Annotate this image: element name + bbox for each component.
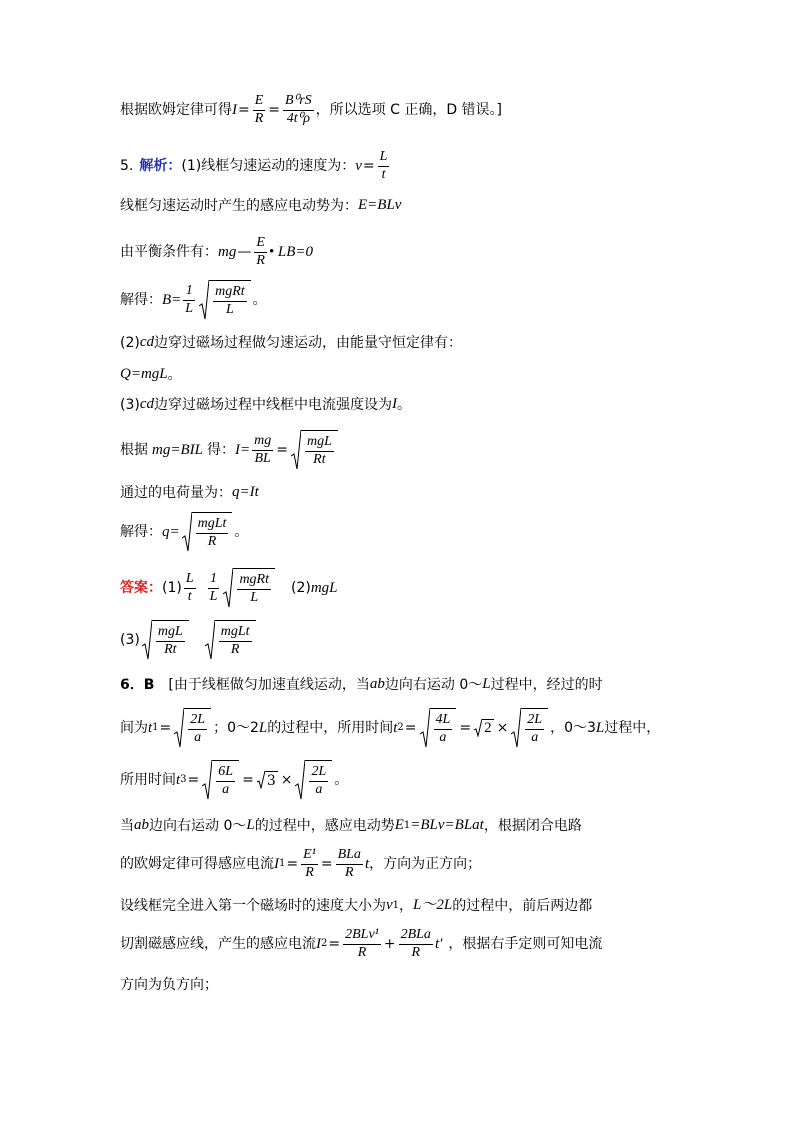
text: ；0～2 xyxy=(213,720,259,736)
formula: • LB=0 xyxy=(268,243,314,260)
line-time-t3: 所用时间 t 3 = $\frac{6L}{a}$ = 3 × $\frac{2L}{a}$ 。 xyxy=(120,760,348,800)
part-label: (1) xyxy=(162,580,182,596)
fraction-E-R xyxy=(253,94,266,126)
sqrt-sign xyxy=(199,280,209,320)
line-times-t1-t2 xyxy=(120,708,660,748)
fraction-E1-R xyxy=(301,848,318,880)
equals: = xyxy=(328,936,341,953)
text: 根据欧姆定律可得 xyxy=(120,102,232,119)
var-t: t xyxy=(148,719,153,736)
num: 2L xyxy=(311,763,327,779)
num: E¹ xyxy=(303,847,316,862)
sqrt-sign xyxy=(182,512,192,552)
den: R xyxy=(254,110,264,126)
var-q: q= xyxy=(162,523,180,540)
sqrt-sign xyxy=(174,708,184,748)
sqrt xyxy=(511,708,548,748)
radicand: 2 xyxy=(484,720,492,736)
sqrt-sign xyxy=(205,620,215,660)
text: 间为 xyxy=(120,720,148,736)
fraction-mgL-Rt xyxy=(156,625,185,657)
sqrt xyxy=(199,280,251,320)
sqrt xyxy=(202,760,239,800)
den: Rt xyxy=(164,641,177,657)
text: 的过程中，前后两边都 xyxy=(452,897,593,914)
num: 2BLa xyxy=(400,927,431,942)
text: 所用时间 xyxy=(120,772,176,788)
equals: = xyxy=(286,856,299,873)
part-label: (2) xyxy=(291,580,311,596)
radicand: 3 xyxy=(266,772,276,789)
text: 通过的电荷量为： xyxy=(120,484,232,501)
period: 。 xyxy=(234,524,249,540)
equals: = xyxy=(362,158,375,175)
den: t xyxy=(381,166,386,182)
sqrt-sign xyxy=(291,430,301,470)
sqrt-3 xyxy=(257,771,278,789)
text: 的过程中，感应电动势 xyxy=(254,817,395,834)
period: 。 xyxy=(334,772,349,788)
sqrt xyxy=(295,760,332,800)
fraction-L-t xyxy=(378,150,390,182)
text: 解得： xyxy=(120,292,162,308)
text: ，0～3 xyxy=(550,720,596,736)
sqrt-sign xyxy=(142,620,152,660)
line-solve-B xyxy=(120,280,267,320)
num: 4L xyxy=(435,711,451,727)
line-part3 xyxy=(120,397,411,412)
fraction-1-L xyxy=(208,572,220,604)
den: a xyxy=(194,729,202,745)
den: L xyxy=(225,301,234,317)
text: 由平衡条件有： xyxy=(120,244,218,261)
sqrt-sign xyxy=(257,771,265,789)
line-solve-q xyxy=(120,512,248,552)
sqrt-sign xyxy=(223,568,233,608)
num: mgRt xyxy=(239,571,269,587)
var-v: v xyxy=(386,897,393,913)
var-L: L xyxy=(482,676,491,692)
var-I: I xyxy=(316,935,321,952)
fraction-2BLv1-R xyxy=(343,928,381,960)
line-current xyxy=(120,430,340,470)
var-ab: ab xyxy=(134,817,149,833)
text: 过程中， xyxy=(604,720,661,736)
num: L xyxy=(185,570,194,586)
den: R xyxy=(256,252,265,268)
text: ，方向为正方向； xyxy=(369,856,482,873)
equals: = xyxy=(276,442,288,458)
var-mg: mg xyxy=(218,243,237,260)
equals: = xyxy=(320,856,333,873)
text: 边向右运动 0～ xyxy=(149,817,247,834)
subscript: 2 xyxy=(321,938,328,950)
den: R xyxy=(344,864,354,880)
den: a xyxy=(222,781,230,797)
text: 当 xyxy=(120,817,134,834)
fraction-mgRt-L xyxy=(237,573,271,605)
num: mgRt xyxy=(215,283,245,299)
text: [由于线框做匀加速直线运动，当 xyxy=(168,676,370,693)
line-ohm-law xyxy=(120,94,502,126)
line-current-I1 xyxy=(120,848,481,880)
sqrt-sign xyxy=(474,719,482,737)
var-t: t′ xyxy=(434,935,443,952)
line-emf xyxy=(120,198,401,213)
den: BL xyxy=(254,450,271,466)
text: 边穿过磁场过程做匀速运动，由能量守恒定律有： xyxy=(154,334,463,351)
question-number: 6．B xyxy=(120,676,155,693)
line-charge xyxy=(120,485,259,500)
num: E xyxy=(256,235,265,250)
text: 边穿过磁场过程中线框中电流强度设为 xyxy=(154,396,393,413)
den: 4t⁰ρ xyxy=(286,110,310,126)
sqrt-sign xyxy=(295,760,305,800)
num: mgL xyxy=(157,623,183,639)
den: R xyxy=(230,641,240,657)
text: 线框匀速运动时产生的感应电动势为： xyxy=(120,197,358,214)
den: L xyxy=(209,588,218,604)
formula: q=It xyxy=(232,484,259,500)
equals: = xyxy=(268,102,281,119)
answer-label: 答案： xyxy=(120,580,162,596)
fraction-mgL-Rt xyxy=(305,435,334,467)
period: 。 xyxy=(252,292,267,308)
fraction-4L-a xyxy=(434,713,453,745)
sqrt xyxy=(205,620,256,660)
num: BLa xyxy=(337,847,361,862)
var-t: t xyxy=(176,771,181,788)
num: 2L xyxy=(527,711,543,727)
text: 根据 xyxy=(120,442,148,458)
text: 得： xyxy=(206,442,235,458)
line-equilibrium xyxy=(120,236,313,268)
fraction-mg-BL xyxy=(252,434,273,466)
var-L: L xyxy=(595,719,605,736)
sqrt xyxy=(420,708,457,748)
question-number: 5. xyxy=(120,158,134,175)
line-emf-E1 xyxy=(120,818,582,833)
formula: L～2L xyxy=(413,897,453,913)
subscript: 3 xyxy=(180,774,187,785)
analysis-label: 解析： xyxy=(139,158,182,175)
var-I: I xyxy=(232,101,237,118)
sqrt-2 xyxy=(474,719,494,737)
fraction-BrS xyxy=(283,94,314,126)
den: a xyxy=(315,781,323,797)
text: 解得： xyxy=(120,524,162,540)
num: mgLt xyxy=(220,623,250,639)
formula: Q=mgL xyxy=(120,366,168,382)
sqrt xyxy=(174,708,211,748)
fraction-2L-a xyxy=(525,713,544,745)
equals: = xyxy=(404,720,417,736)
fraction-2BLa-R xyxy=(399,928,433,960)
equals: = xyxy=(459,720,472,736)
num: B⁰rS xyxy=(285,93,312,108)
var-ab: ab xyxy=(369,676,385,692)
text: 的欧姆定律可得感应电流 xyxy=(120,856,274,873)
sqrt xyxy=(291,430,338,470)
subscript: 2 xyxy=(397,722,404,733)
part-label: (3) xyxy=(120,632,140,648)
fraction-L-t xyxy=(184,572,196,604)
text: 设线框完全进入第一个磁场时的速度大小为 xyxy=(120,897,386,914)
num: mg xyxy=(254,432,272,448)
den: a xyxy=(439,729,447,745)
sqrt xyxy=(142,620,189,660)
var-L: L xyxy=(258,719,268,736)
fraction-mgLt-R xyxy=(196,517,229,549)
num: 1 xyxy=(185,282,193,298)
times: × xyxy=(280,772,293,788)
text: 方向为负方向； xyxy=(120,977,218,993)
line-5-velocity xyxy=(120,150,391,182)
var-I: I xyxy=(274,855,279,872)
subscript: 1 xyxy=(279,858,286,870)
text: ，根据右手定则可知电流 xyxy=(448,936,603,953)
fraction-mgLt-R xyxy=(219,625,252,657)
den: R xyxy=(305,864,314,880)
num: 1 xyxy=(210,570,218,586)
subscript: 1 xyxy=(392,899,400,911)
line-part2 xyxy=(120,335,462,350)
part-label: (2) xyxy=(120,334,140,351)
text: 切割磁感应线，产生的感应电流 xyxy=(120,936,316,953)
line-answer-3 xyxy=(120,620,258,660)
num: 2BLv¹ xyxy=(345,927,379,942)
text: 边向右运动 0～ xyxy=(384,676,483,693)
var-I: I= xyxy=(234,441,251,458)
den: t xyxy=(187,588,192,604)
den: R xyxy=(357,944,367,960)
equals: = xyxy=(238,102,250,119)
text: ，所以选项 C 正确，D 错误。] xyxy=(315,102,503,119)
var-cd: cd xyxy=(139,396,155,412)
formula: =BLv=BLat xyxy=(410,817,484,833)
var-B: B= xyxy=(162,291,182,308)
subscript: 1 xyxy=(403,819,411,831)
text: ，根据闭合电路 xyxy=(483,817,582,834)
subscript: 1 xyxy=(152,722,159,733)
part-label: (3) xyxy=(120,396,140,413)
var-I: I xyxy=(392,396,398,412)
period: 。 xyxy=(397,396,412,413)
formula: E=BLv xyxy=(358,197,402,213)
plus: + xyxy=(383,936,396,953)
fraction-6L-a xyxy=(216,765,235,797)
num: L xyxy=(379,149,388,164)
formula: mgL xyxy=(310,579,338,596)
den: Rt xyxy=(313,451,326,467)
var-cd: cd xyxy=(139,334,155,350)
sqrt-sign xyxy=(511,708,521,748)
minus: — xyxy=(237,244,252,261)
line-6-intro xyxy=(120,677,603,692)
fraction-BLa-R xyxy=(336,848,363,880)
var-E: E xyxy=(394,817,404,833)
fraction-E-R xyxy=(254,236,267,268)
num: 6L xyxy=(218,763,234,779)
den: R xyxy=(207,533,217,549)
line-Q xyxy=(120,367,182,382)
line-v1 xyxy=(120,898,592,913)
text: ， xyxy=(399,897,414,914)
text: 过程中，经过的时 xyxy=(490,676,603,693)
text: (1)线框匀速运动的速度为： xyxy=(181,158,356,175)
line-answer-1 xyxy=(120,568,338,608)
fraction-1-L xyxy=(183,284,195,316)
formula: mg=BIL xyxy=(152,441,203,458)
num: mgL xyxy=(306,433,332,449)
den: L xyxy=(185,300,194,316)
sqrt xyxy=(182,512,233,552)
times: × xyxy=(496,720,509,736)
period: 。 xyxy=(167,366,182,383)
var-v: v xyxy=(355,157,362,174)
num: E xyxy=(254,93,264,108)
fraction-mgRt-L xyxy=(213,285,247,317)
num: mgLt xyxy=(197,515,227,531)
den: L xyxy=(250,589,259,605)
text: 的过程中，所用时间 xyxy=(267,720,394,736)
num: 2L xyxy=(190,711,206,727)
fraction-2L-a xyxy=(188,713,207,745)
sqrt-sign xyxy=(420,708,430,748)
var-L: L xyxy=(246,817,255,833)
fraction-2L-a xyxy=(309,765,328,797)
sqrt-sign xyxy=(202,760,212,800)
line-current-I2 xyxy=(120,928,602,960)
sqrt xyxy=(223,568,275,608)
var-t: t xyxy=(364,855,370,872)
line-direction xyxy=(120,978,218,992)
den: a xyxy=(531,729,539,745)
den: R xyxy=(411,944,421,960)
var-t: t xyxy=(393,719,398,736)
equals: = xyxy=(159,720,172,736)
